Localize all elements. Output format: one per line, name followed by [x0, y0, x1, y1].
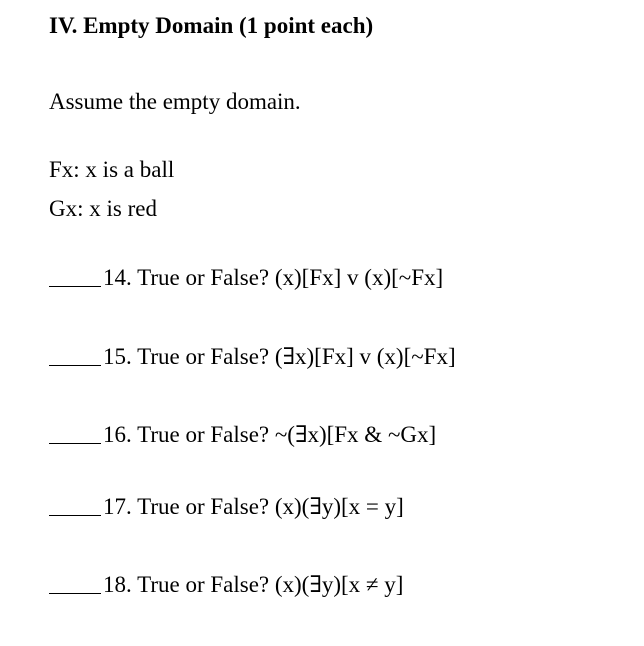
question-15 — [49, 345, 456, 368]
definition-g: Gx: x is red — [49, 196, 157, 221]
question-16-text: 16. True or False? ~(∃x)[Fx & ~Gx] — [103, 422, 437, 447]
question-15-text: 15. True or False? (∃x)[Fx] v (x)[~Fx] — [103, 344, 456, 369]
definition-f: Fx: x is a ball — [49, 157, 175, 182]
section-heading: IV. Empty Domain (1 point each) — [49, 13, 374, 38]
instruction-text: Assume the empty domain. — [49, 89, 301, 114]
answer-blank-17[interactable] — [49, 514, 101, 516]
answer-blank-18[interactable] — [49, 592, 101, 594]
answer-blank-15[interactable] — [49, 364, 101, 366]
question-17 — [49, 495, 404, 518]
question-14 — [49, 266, 443, 289]
question-14-text: 14. True or False? (x)[Fx] v (x)[~Fx] — [103, 265, 444, 290]
question-17-text: 17. True or False? (x)(∃y)[x = y] — [103, 494, 404, 519]
answer-blank-14[interactable] — [49, 285, 101, 287]
question-18-text: 18. True or False? (x)(∃y)[x ≠ y] — [103, 572, 404, 597]
answer-blank-16[interactable] — [49, 442, 101, 444]
question-16 — [49, 423, 436, 446]
question-18 — [49, 573, 403, 596]
